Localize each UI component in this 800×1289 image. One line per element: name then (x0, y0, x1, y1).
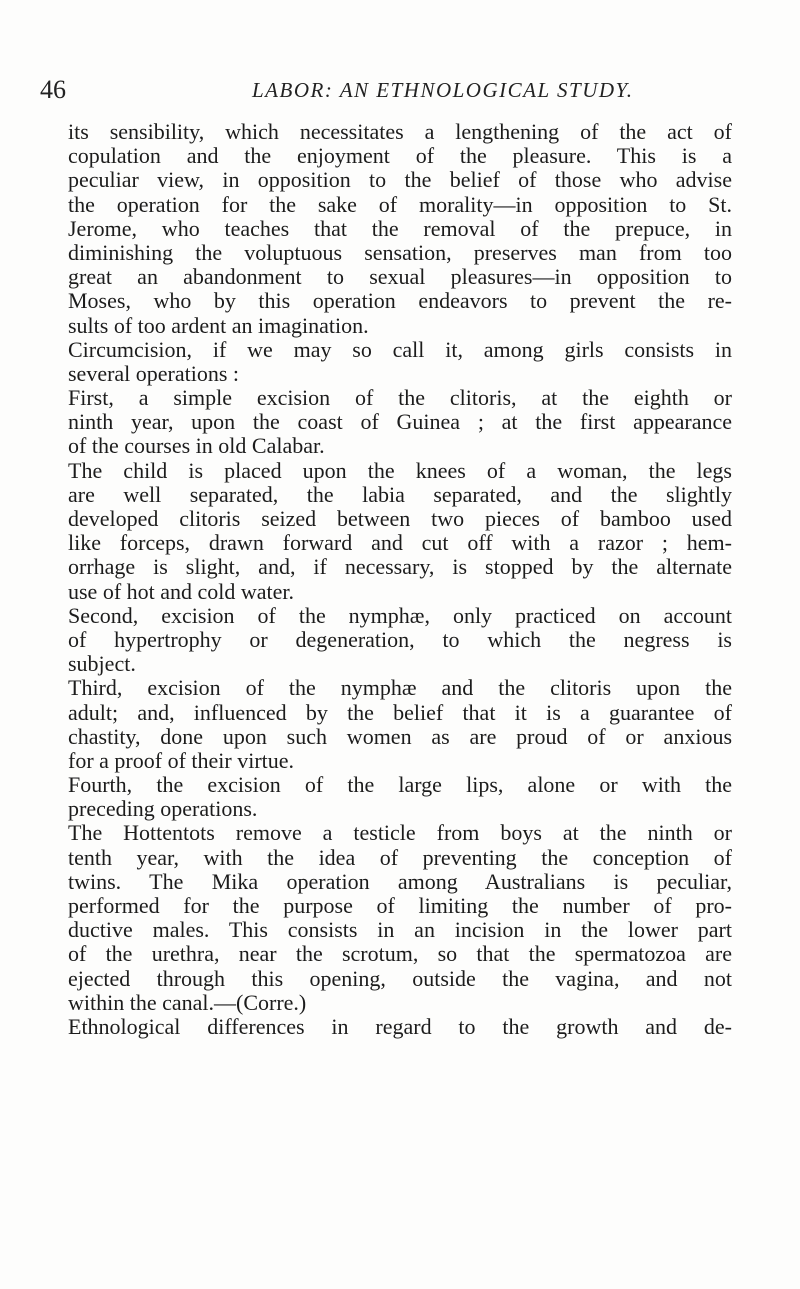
text-line: sults of too ardent an imagination. (68, 312, 369, 338)
text-line: twins. The Mika operation among Australians is peculiar, (68, 868, 732, 894)
text-line: ninth year, upon the coast of Guinea ; at the first appearance (68, 409, 732, 435)
text-line: of hypertrophy or degeneration, to which the negress is (68, 626, 732, 652)
text-line: Moses, who by this operation endeavors to prevent the re- (68, 288, 732, 314)
text-line: First, a simple excision of the clitoris, at the eighth or (68, 385, 732, 411)
body-text (68, 120, 732, 1039)
text-line: orrhage is slight, and, if necessary, is stopped by the alternate (68, 554, 732, 580)
text-line: the operation for the sake of morality—in opposition to St. (68, 191, 732, 217)
page-number: 46 (40, 75, 66, 104)
text-line: of the courses in old Calabar. (68, 433, 325, 459)
text-line: performed for the purpose of limiting the number of pro- (68, 893, 732, 918)
text-line: several operations : (68, 360, 240, 386)
text-line: subject. (68, 651, 136, 677)
text-line: Jerome, who teaches that the removal of the prepuce, in (68, 215, 732, 241)
text-line: The Hottentots remove a testicle from boys at the ninth or (68, 820, 732, 846)
text-line: adult; and, influenced by the belief that it is a guarantee of (68, 699, 732, 725)
text-line: are well separated, the labia separated, and the slightly (68, 481, 732, 507)
text-line: Ethnological differences in regard to the growth and de- (68, 1013, 732, 1039)
text-line: use of hot and cold water. (68, 578, 295, 604)
text-line: preceding operations. (68, 796, 258, 822)
text-line: of the urethra, near the scrotum, so that the spermatozoa are (68, 941, 732, 967)
text-line: like forceps, drawn forward and cut off with a razor ; hem- (68, 530, 732, 556)
text-line: ductive males. This consists in an incision in the lower part (68, 917, 732, 943)
text-line: tenth year, with the idea of preventing the conception of (68, 844, 732, 870)
text-line: chastity, done upon such women as are proud of or anxious (68, 723, 732, 749)
text-line: within the canal.—(Corre.) (68, 989, 307, 1015)
text-line: Third, excision of the nymphæ and the clitoris upon the (68, 675, 732, 701)
text-line: peculiar view, in opposition to the belief of those who advise (68, 167, 732, 193)
text-line: copulation and the enjoyment of the pleasure. This is a (68, 143, 732, 169)
text-line: for a proof of their virtue. (68, 747, 295, 773)
running-head (40, 70, 740, 110)
text-line: Fourth, the excision of the large lips, alone or with the (68, 772, 732, 798)
text-line: diminishing the voluptuous sensation, preserves man from too (68, 239, 732, 265)
text-line: ejected through this opening, outside the vagina, and not (68, 965, 732, 991)
text-line: The child is placed upon the knees of a woman, the legs (68, 457, 732, 483)
text-line: developed clitoris seized between two pieces of bamboo used (68, 506, 732, 531)
text-line: great an abandonment to sexual pleasures—in opposition to (68, 264, 732, 290)
text-line: Second, excision of the nymphæ, only practiced on account (68, 602, 732, 628)
running-head-title: LABOR: AN ETHNOLOGICAL STUDY. (252, 78, 634, 102)
text-line: its sensibility, which necessitates a lengthening of the act of (68, 119, 732, 144)
text-line: Circumcision, if we may so call it, among girls consists in (68, 336, 732, 362)
